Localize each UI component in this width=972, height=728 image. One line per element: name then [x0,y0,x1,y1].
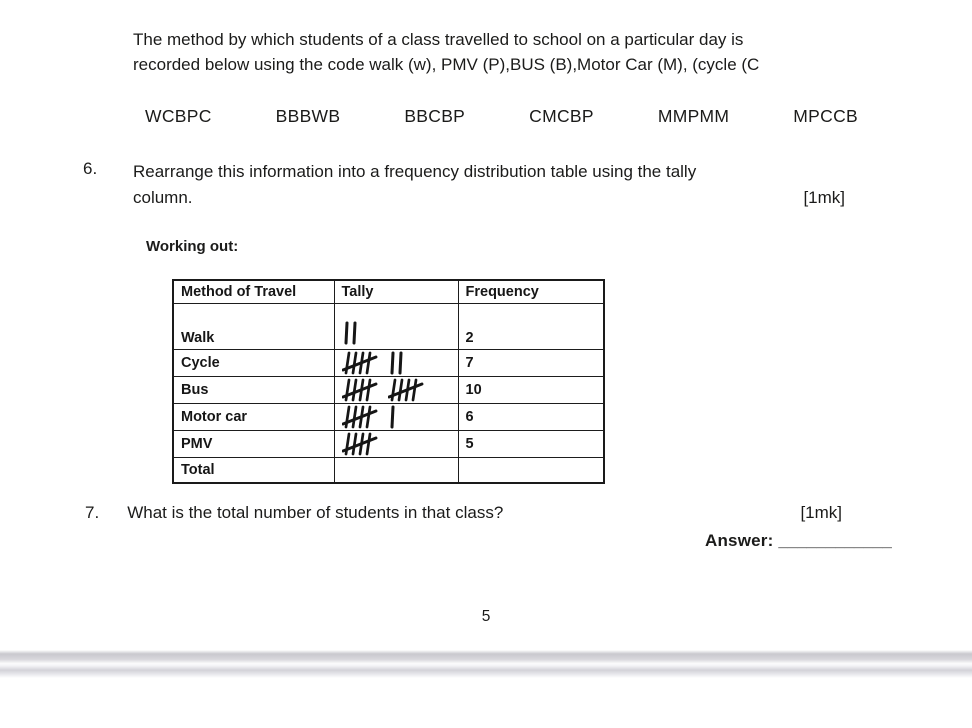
question-6-text [133,159,845,211]
question-6-marks: [1mk] [803,188,845,207]
frequency-cell: 5 [458,430,604,457]
method-cell: Cycle [173,349,334,376]
table-row [173,430,604,457]
intro-line-2: recorded below using the code walk (w), PMV (P),BUS (B),Motor Car (M), (cycle (C [133,55,760,74]
header-tally: Tally [334,280,458,303]
code-group: MPCCB [793,106,858,126]
method-cell: Walk [173,303,334,349]
table-row [173,376,604,403]
method-cell: Total [173,457,334,483]
frequency-cell: 10 [458,376,604,403]
travel-codes-row [145,106,858,127]
page-number: 5 [481,608,491,625]
code-group: WCBPC [145,106,212,126]
tally-marks [334,403,458,430]
intro-line-1: The method by which students of a class travelled to school on a particular day is [133,30,744,49]
tally-marks [334,430,458,457]
frequency-cell: 6 [458,403,604,430]
answer-label: Answer: [705,531,774,550]
answer-blank: ____________ [778,531,892,550]
working-out-label: Working out: [146,238,239,255]
frequency-table [172,279,605,484]
question-6-line-1: Rearrange this information into a frequency distribution table using the tally [133,162,697,181]
table-header-row [173,280,604,303]
tally-marks [334,303,458,349]
question-6-number: 6. [83,159,98,178]
table-row [173,403,604,430]
code-group: CMCBP [529,106,594,126]
method-cell: Motor car [173,403,334,430]
header-method: Method of Travel [173,280,334,303]
frequency-cell [458,457,604,483]
tally-marks [334,376,458,403]
method-cell: Bus [173,376,334,403]
table-row [173,303,604,349]
page-separator [0,650,972,678]
method-cell: PMV [173,430,334,457]
header-frequency: Frequency [458,280,604,303]
code-group: MMPMM [657,106,730,126]
question-7-text: What is the total number of students in that class? [127,503,504,522]
intro-paragraph [133,27,863,77]
question-7-marks: [1mk] [800,503,842,522]
frequency-cell: 7 [458,349,604,376]
code-group: BBBWB [275,106,341,126]
answer-line [705,531,892,551]
question-7-number: 7. [85,503,100,522]
code-group: BBCBP [404,106,466,126]
tally-marks-empty [334,457,458,483]
question-6-line-2: column. [133,188,193,207]
question-7 [85,503,842,523]
tally-marks [334,349,458,376]
table-row [173,349,604,376]
table-row-total [173,457,604,483]
frequency-cell: 2 [458,303,604,349]
